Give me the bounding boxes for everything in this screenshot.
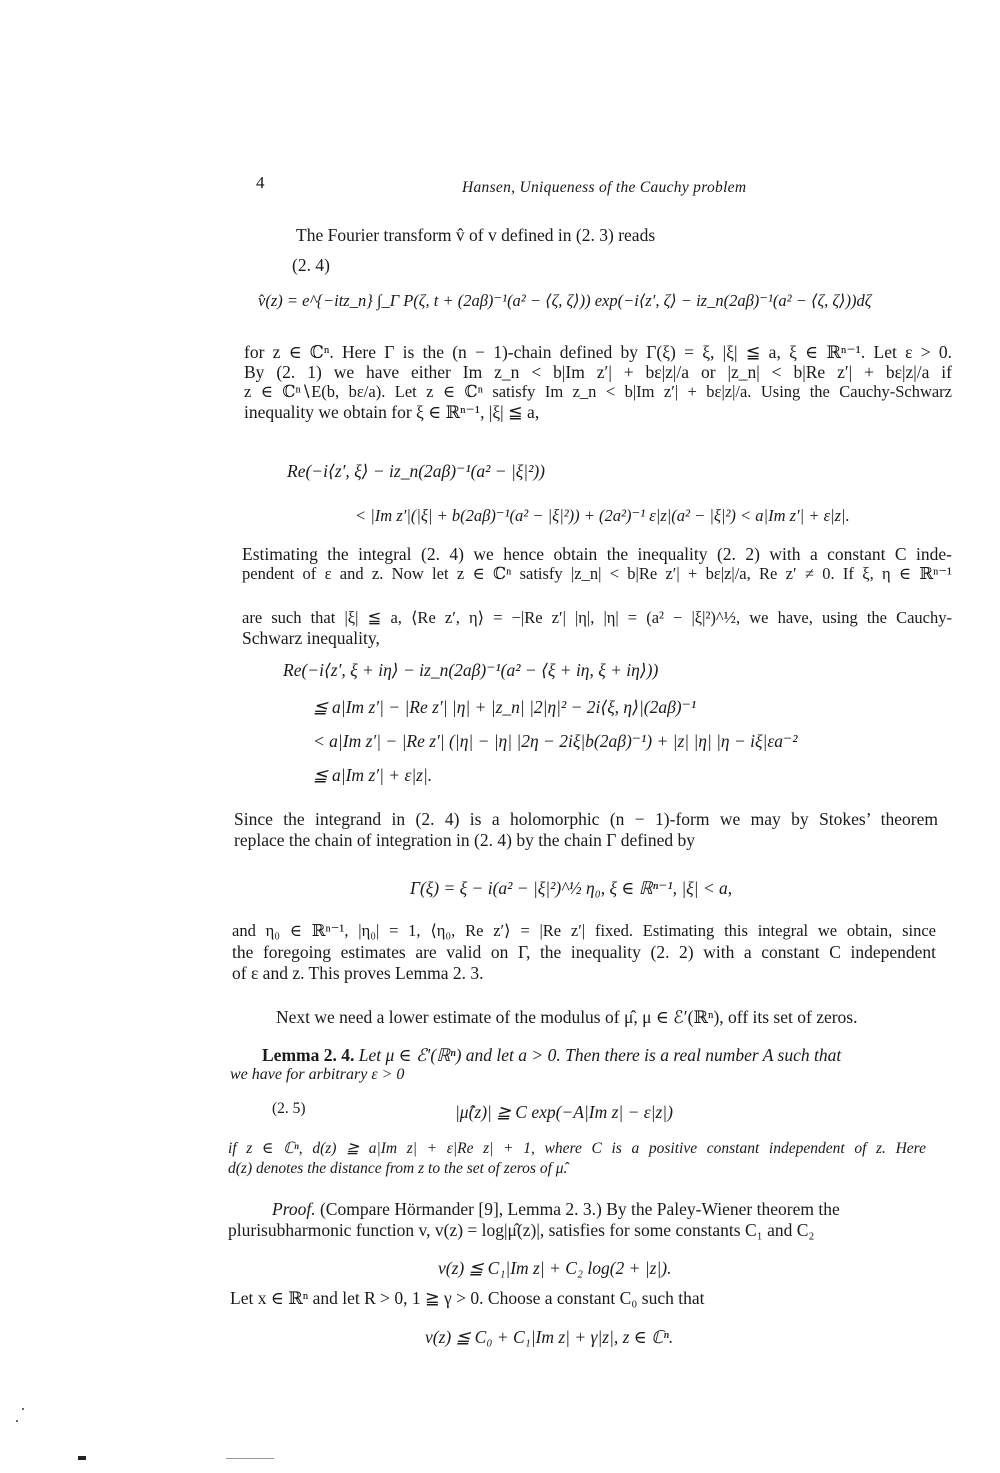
lemma-line-1 <box>262 1044 841 1066</box>
paragraph-line: if z ∈ ℂⁿ, d(z) ≧ a|Im z| + ε|Re z| + 1, where C is a positive constant independent of z. Here <box>228 1140 926 1157</box>
lemma-statement: Let μ ∈ ℰ′(ℝⁿ) and let a > 0. Then there is a real number A such that <box>358 1045 842 1065</box>
paragraph-line: Next we need a lower estimate of the modulus of μ̂, μ ∈ ℰ′(ℝⁿ), off its set of zeros. <box>276 1007 858 1027</box>
paragraph-line: replace the chain of integration in (2. 4) by the chain Γ defined by <box>234 830 696 850</box>
equation-label-2-4: (2. 4) <box>292 255 330 275</box>
paragraph-line: d(z) denotes the distance from z to the set of zeros of μ̂. <box>228 1160 568 1177</box>
inequality-line: < |Im z′|(|ξ| + b(2aβ)⁻¹(a² − |ξ|²)) + (2a²)⁻¹ ε|z|(a² − |ξ|²) < a|Im z′| + ε|z|. <box>355 506 850 525</box>
paragraph-line: Schwarz inequality, <box>242 628 380 648</box>
paragraph-line: Let x ∈ ℝⁿ and let R > 0, 1 ≧ γ > 0. Choose a constant C₀ such that <box>230 1288 705 1308</box>
proof-line-1 <box>272 1198 840 1220</box>
proof-text: (Compare Hörmander [9], Lemma 2. 3.) By the Paley-Wiener theorem the <box>319 1199 840 1219</box>
equation-2-4: v̂(z) = e^{−itz_n} ∫_Γ P(ζ, t + (2aβ)⁻¹(a² − ⟨ζ, ζ⟩)) exp(−i⟨z′, ζ⟩ − iz_n(2aβ)⁻¹(a² − ⟨ζ, ζ⟩))dζ <box>258 291 872 310</box>
lemma-title: Lemma 2. 4. <box>262 1045 355 1065</box>
equation-v-bound: v(z) ≦ C₁|Im z| + C₂ log(2 + |z|). <box>438 1258 672 1278</box>
lemma-line-2: we have for arbitrary ε > 0 <box>230 1066 405 1083</box>
paragraph-line: of ε and z. This proves Lemma 2. 3. <box>232 963 484 983</box>
inequality-line: Re(−i⟨z′, ξ + iη⟩ − iz_n(2aβ)⁻¹(a² − ⟨ξ + iη, ξ + iη⟩)) <box>283 660 659 680</box>
proof-label: Proof. <box>272 1199 316 1219</box>
equation-gamma: Γ(ξ) = ξ − i(a² − |ξ|²)^½ η₀, ξ ∈ ℝⁿ⁻¹, |ξ| < a, <box>410 878 733 898</box>
proof-line-2: plurisubharmonic function v, v(z) = log|μ̂(z)|, satisfies for some constants C₁ and C₂ <box>228 1220 815 1240</box>
paragraph-line: By (2. 1) we have either Im z_n < b|Im z′| + bε|z|/a or |z_n| < b|Re z′| + bε|z|/a if <box>244 362 952 382</box>
inequality-line: < a|Im z′| − |Re z′| (|η| − |η| |2η − 2iξ|b(2aβ)⁻¹) + |z| |η| |η − iξ|εa⁻² <box>313 731 798 751</box>
page-number: 4 <box>256 173 265 192</box>
equation-v-bound-2: v(z) ≦ C₀ + C₁|Im z| + γ|z|, z ∈ ℂⁿ. <box>425 1327 674 1347</box>
scan-speck <box>78 1456 86 1460</box>
paragraph-line: for z ∈ ℂⁿ. Here Γ is the (n − 1)-chain defined by Γ(ξ) = ξ, |ξ| ≦ a, ξ ∈ ℝⁿ⁻¹. Let ε > 0. <box>244 342 952 362</box>
intro-line: The Fourier transform v̂ of v defined in (2. 3) reads <box>296 225 656 245</box>
equation-label-2-5: (2. 5) <box>272 1100 306 1117</box>
paragraph-line: inequality we obtain for ξ ∈ ℝⁿ⁻¹, |ξ| ≦ a, <box>244 402 540 422</box>
scan-speck <box>22 1408 24 1410</box>
equation-2-5: |μ̂(z)| ≧ C exp(−A|Im z| − ε|z|) <box>455 1102 673 1122</box>
scan-speck <box>16 1420 18 1422</box>
paragraph-line: pendent of ε and z. Now let z ∈ ℂⁿ satisfy |z_n| < b|Re z′| + bε|z|/a, Re z′ ≠ 0. If ξ, η ∈ ℝⁿ⁻¹ <box>242 564 952 583</box>
paragraph-line: z ∈ ℂⁿ∖E(b, bε/a). Let z ∈ ℂⁿ satisfy Im z_n < b|Im z′| + bε|z|/a. Using the Cauchy-Schwarz <box>244 382 952 401</box>
scan-speck <box>226 1458 274 1459</box>
paragraph-line: the foregoing estimates are valid on Γ, the inequality (2. 2) with a constant C independent <box>232 942 936 962</box>
inequality-line: Re(−i⟨z′, ξ⟩ − iz_n(2aβ)⁻¹(a² − |ξ|²)) <box>287 461 545 481</box>
paragraph-line: are such that |ξ| ≦ a, ⟨Re z′, η⟩ = −|Re z′| |η|, |η| = (a² − |ξ|²)^½, we have, using the Cauchy- <box>242 608 952 627</box>
paragraph-line: Since the integrand in (2. 4) is a holomorphic (n − 1)-form we may by Stokes’ theorem <box>234 809 938 829</box>
inequality-line: ≦ a|Im z′| + ε|z|. <box>313 765 433 785</box>
inequality-line: ≦ a|Im z′| − |Re z′| |η| + |z_n| |2|η|² − 2i⟨ξ, η⟩|(2aβ)⁻¹ <box>313 697 697 717</box>
running-title: Hansen, Uniqueness of the Cauchy problem <box>462 179 747 196</box>
paragraph-line: and η₀ ∈ ℝⁿ⁻¹, |η₀| = 1, ⟨η₀, Re z′⟩ = |Re z′| fixed. Estimating this integral we obtain, since <box>232 921 936 940</box>
paragraph-line: Estimating the integral (2. 4) we hence obtain the inequality (2. 2) with a constant C inde- <box>242 544 952 564</box>
